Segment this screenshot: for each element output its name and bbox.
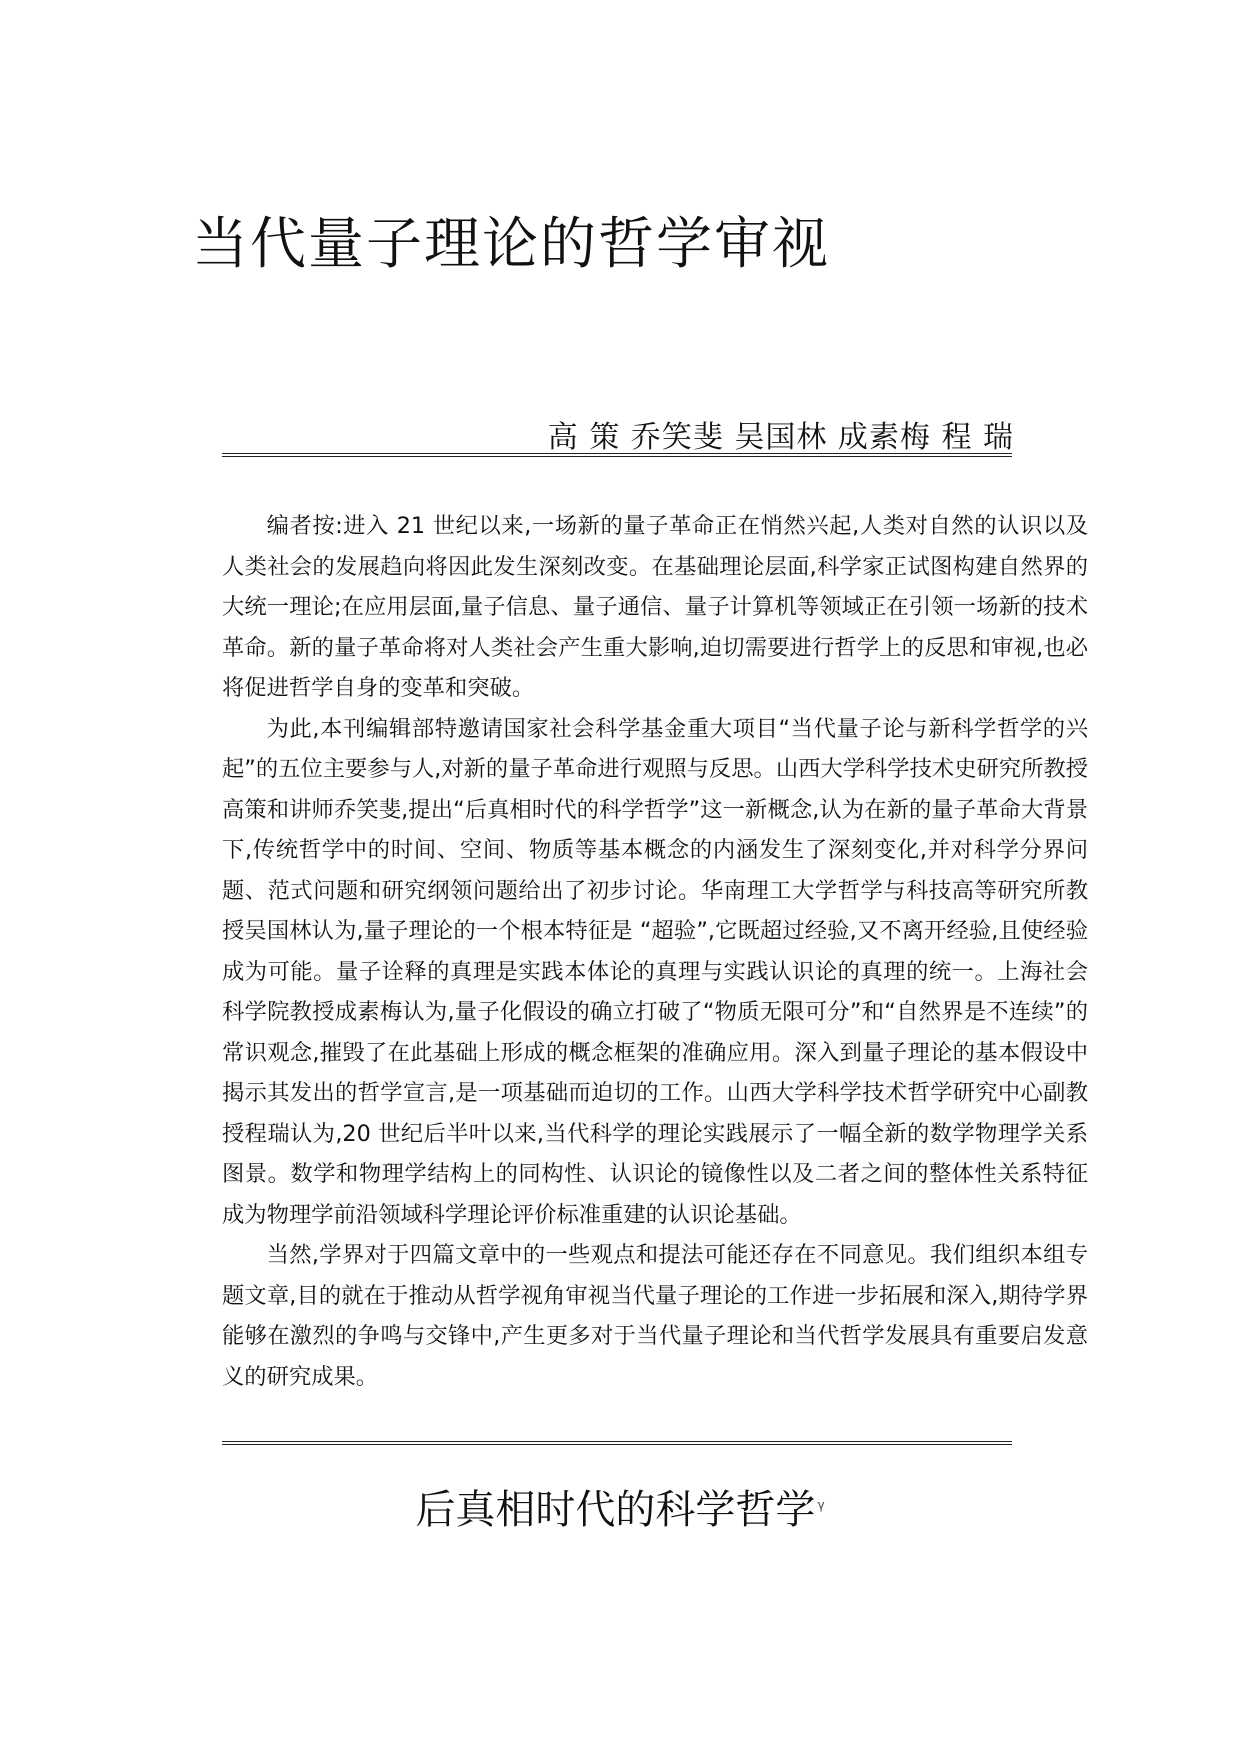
- article-title: [0, 1478, 1240, 1535]
- article-title-text: 后真相时代的科学哲学: [415, 1487, 816, 1533]
- editor-note-paragraph: 当然,学界对于四篇文章中的一些观点和提法可能还存在不同意见。我们组织本组专题文章,目的就在于推动从哲学视角审视当代量子理论的工作进一步拓展和深入,期待学界能够在激烈的争鸣与交锋中,产生更多对于当代量子理论和当代哲学发展具有重要启发意义的研究成果。: [222, 1242, 1088, 1390]
- footnote-mark[interactable]: γ: [817, 1497, 825, 1512]
- editor-note: [222, 506, 1088, 1397]
- top-divider: [222, 453, 1012, 457]
- editor-note-paragraph: 为此,本刊编辑部特邀请国家社会科学基金重大项目“当代量子论与新科学哲学的兴起”的五位主要参与人,对新的量子革命进行观照与反思。山西大学科学技术史研究所教授高策和讲师乔笑斐,提出“后真相时代的科学哲学”这一新概念,认为在新的量子革命大背景下,传统哲学中的时间、空间、物质等基本概念的内涵发生了深刻变化,并对科学分界问题、范式问题和研究纲领问题给出了初步讨论。华南理工大学哲学与科技高等研究所教授吴国林认为,量子理论的一个根本特征是 “超验”,它既超过经验,又不离开经验,且使经验成为可能。量子诠释的真理是实践本体论的真理与实践认识论的真理的统一。上海社会科学院教授成素梅认为,量子化假设的确立打破了“物质无限可分”和“自然界是不连续”的常识观念,摧毁了在此基础上形成的概念框架的准确应用。深入到量子理论的基本假设中揭示其发出的哲学宣言,是一项基础而迫切的工作。山西大学科学技术哲学研究中心副教授程瑞认为,20 世纪后半叶以来,当代科学的理论实践展示了一幅全新的数学物理学关系图景。数学和物理学结构上的同构性、认识论的镜像性以及二者之间的整体性关系特征成为物理学前沿领域科学理论评价标准重建的认识论基础。: [222, 715, 1088, 1228]
- editor-note-paragraph: 编者按:进入 21 世纪以来,一场新的量子革命正在悄然兴起,人类对自然的认识以及人类社会的发展趋向将因此发生深刻改变。在基础理论层面,科学家正试图构建自然界的大统一理论;在应用层面,量子信息、量子通信、量子计算机等领域正在引领一场新的技术革命。新的量子革命将对人类社会产生重大影响,迫切需要进行哲学上的反思和审视,也必将促进哲学自身的变革和突破。: [222, 513, 1088, 701]
- author-list: 高 策 乔笑斐 吴国林 成素梅 程 瑞: [547, 420, 1014, 455]
- bottom-divider: [222, 1441, 1012, 1445]
- page-title: 当代量子理论的哲学审视: [192, 212, 830, 277]
